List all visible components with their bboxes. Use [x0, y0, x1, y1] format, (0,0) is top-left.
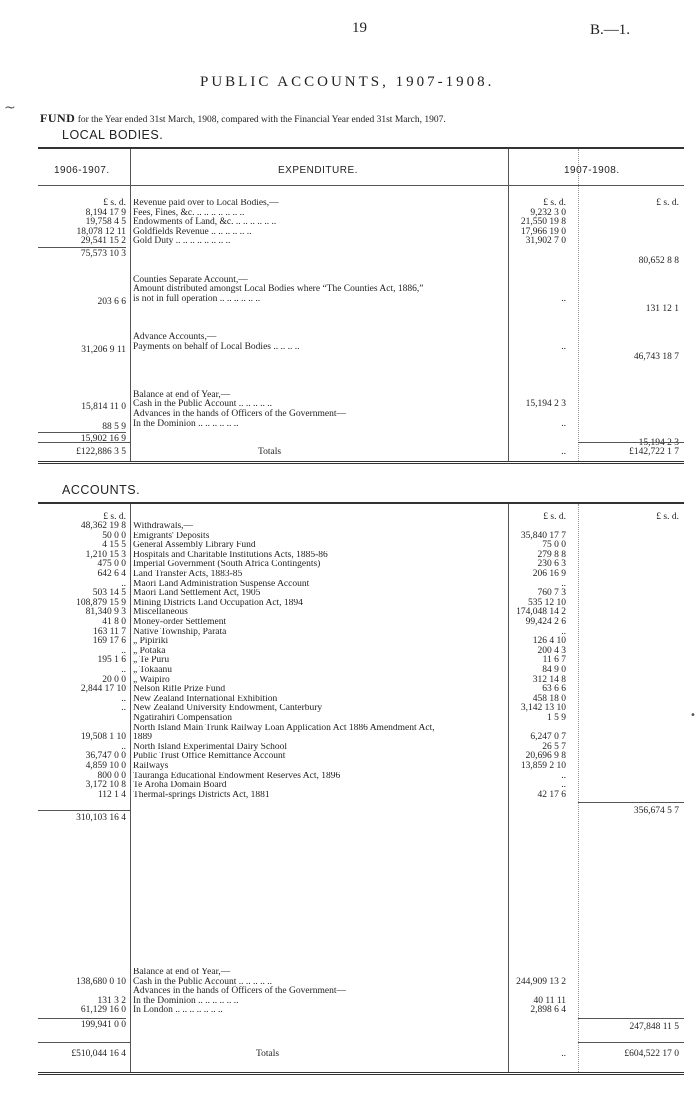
- cell: 31,902 7 0: [525, 236, 566, 247]
- line: Advance Accounts,—: [133, 332, 217, 343]
- accounts-balance-desc: [133, 968, 533, 1016]
- cell: [534, 372, 679, 382]
- cell: [38, 260, 126, 270]
- cell: [38, 384, 126, 394]
- line: [133, 314, 533, 324]
- cell-cur: 99,424 2 6: [525, 617, 566, 627]
- cell: 29,541 15 2: [80, 236, 126, 247]
- cell-prev: 163 11 7: [93, 626, 126, 637]
- cell-desc: Imperial Government (South Africa Contingents): [133, 560, 321, 570]
- cell-prev: 50 0 0: [102, 530, 126, 541]
- margin-mark: ~: [4, 100, 16, 116]
- cell-cur: ..: [561, 770, 566, 781]
- cell: [534, 228, 679, 238]
- page-number: 19: [352, 20, 367, 36]
- table-row: [38, 570, 684, 580]
- margin-dot: •: [690, 710, 696, 721]
- local-prev-column: [38, 199, 126, 445]
- cell-desc: „ Te Puru: [133, 656, 170, 666]
- table-row: [38, 772, 684, 782]
- cell: 203 6 6: [97, 296, 126, 307]
- cell-prev: ..: [121, 645, 126, 656]
- accounts-unit-cur: £ s. d.: [543, 512, 566, 522]
- cell: [38, 308, 126, 318]
- cell-cur: 20,696 9 8: [525, 751, 566, 762]
- line: Goldfields Revenue .. .. .. .. .. ..: [133, 226, 252, 237]
- cell: £ s. d.: [543, 198, 566, 208]
- line: In the Dominion .. .. .. .. .. ..: [133, 995, 239, 1006]
- line: In London .. .. .. .. .. .. ..: [133, 1005, 223, 1016]
- cell: 80,652 8 8: [638, 255, 679, 266]
- cell-desc: Miscellaneous: [133, 608, 188, 618]
- line: [133, 247, 533, 257]
- fund-description: for the Year ended 31st March, 1908, compared with the Financial Year ended 31st March, 1907.: [77, 115, 446, 125]
- cell-prev: 4,859 10 0: [85, 761, 126, 771]
- column-header-expenditure: EXPENDITURE.: [278, 165, 358, 176]
- cell: [534, 410, 679, 420]
- local-total-cur: ..: [561, 447, 566, 457]
- cell-cur: 230 6 3: [537, 559, 566, 570]
- table-row: [38, 522, 684, 532]
- cell: [534, 400, 679, 410]
- cell-desc: Thermal-springs Districts Act, 1881: [133, 790, 270, 800]
- cell: £ s. d.: [103, 198, 126, 208]
- line: In the Dominion .. .. .. .. .. ..: [133, 418, 239, 429]
- line: Balance at end of Year,—: [133, 389, 231, 400]
- cell-cur: 26 5 7: [542, 741, 566, 752]
- accounts-total-prev: £510,044 16 4: [71, 1049, 126, 1059]
- line: Gold Duty .. .. .. .. .. .. .. ..: [133, 236, 231, 247]
- table-row: [38, 666, 684, 676]
- table-row: [38, 541, 684, 551]
- cell: ..: [561, 341, 566, 352]
- cell-desc: Ngatirahiri Compensation: [133, 714, 232, 723]
- table-row: [38, 743, 684, 753]
- table-row: [38, 580, 684, 590]
- table-row: [38, 656, 684, 666]
- local-totals-label: Totals: [258, 447, 282, 457]
- cell: [534, 362, 679, 372]
- local-total-tot: £142,722 1 7: [629, 447, 679, 457]
- table-row: [38, 724, 684, 734]
- cell-cur: 13,859 2 10: [520, 761, 566, 771]
- table-row: [38, 637, 684, 647]
- cell-prev: 36,747 0 0: [85, 751, 126, 762]
- column-header-1906-1907: 1906-1907.: [54, 165, 110, 176]
- line: Amount distributed amongst Local Bodies where “The Counties Act, 1886,”: [133, 284, 424, 295]
- cell-prev: ..: [121, 665, 126, 675]
- cell-prev: 3,172 10 8: [85, 780, 126, 791]
- cell: [38, 375, 126, 385]
- cell-cur: 174,048 14 2: [516, 607, 566, 618]
- table-row: [38, 618, 684, 628]
- line: Payments on behalf of Local Bodies .. .. .. ..: [133, 341, 300, 352]
- cell-desc: Money-order Settlement: [133, 618, 227, 627]
- cell-cur: 206 16 9: [532, 569, 566, 579]
- line: Advances in the hands of Officers of the Government—: [133, 986, 346, 997]
- line: Counties Separate Account,—: [133, 274, 248, 285]
- cell-prev: ..: [121, 703, 126, 714]
- cell: ..: [561, 293, 566, 304]
- cell-prev: 20 0 0: [102, 674, 126, 685]
- table-row: [38, 647, 684, 657]
- cell-prev: 642 6 4: [97, 569, 126, 579]
- fund-subtitle: [40, 111, 446, 126]
- cell-prev: ..: [121, 693, 126, 704]
- cell-desc: „ Potaka: [133, 646, 166, 656]
- line: Balance at end of Year,—: [133, 968, 231, 977]
- cell: 2,898 6 4: [530, 1005, 566, 1016]
- cell: 17,966 19 0: [520, 226, 566, 237]
- cell: 244,909 13 2: [516, 976, 566, 987]
- accounts-unit-tot: £ s. d.: [656, 512, 679, 522]
- cell-cur: 63 6 6: [542, 684, 566, 695]
- cell-desc: Maori Land Settlement Act, 1905: [133, 589, 261, 599]
- cell: [534, 391, 679, 401]
- accounts-balance-cur: [480, 968, 566, 1016]
- table-row: [38, 589, 684, 599]
- line: Endowments of Land, &c. .. .. .. .. .. ..: [133, 217, 277, 228]
- cell-prev: ..: [121, 741, 126, 752]
- table-row: [38, 532, 684, 542]
- cell-prev: 503 14 5: [92, 588, 126, 599]
- line: Cash in the Public Account .. .. .. .. ..: [133, 399, 273, 410]
- local-desc-column: [133, 199, 533, 429]
- cell: 138,680 0 10: [76, 976, 126, 987]
- cell-desc: Withdrawals,—: [133, 522, 194, 531]
- cell-prev: 1,210 15 3: [85, 549, 126, 560]
- cell-desc: „ Pipiriki: [133, 637, 169, 647]
- cell-desc: North Island Main Trunk Railway Loan Application Act 1886 Amendment Act,: [133, 723, 435, 733]
- cell: 46,743 18 7: [633, 351, 679, 362]
- cell-desc: General Assembly Library Fund: [133, 541, 256, 551]
- cell-cur: 1 5 9: [547, 713, 566, 723]
- table-row: [38, 704, 684, 714]
- cell: [534, 266, 679, 276]
- cell-prev: 195 1 6: [97, 655, 126, 666]
- accounts-table: [38, 502, 684, 1075]
- cell-desc: Tauranga Educational Endowment Reserves Act, 1896: [133, 771, 341, 781]
- cell-prev: 169 17 6: [92, 636, 126, 647]
- cell: 18,078 12 11: [76, 226, 126, 237]
- accounts-unit-prev: £ s. d.: [103, 512, 126, 522]
- cell-prev: 81,340 9 3: [85, 607, 126, 618]
- line: Advances in the hands of Officers of the Government—: [133, 409, 346, 420]
- cell: 131 3 2: [97, 995, 126, 1006]
- accounts-subtotal-prev: 310,103 16 4: [76, 813, 126, 823]
- table-row: [38, 714, 684, 724]
- fund-word: FUND: [40, 111, 76, 125]
- cell: [534, 209, 679, 219]
- cell-prev: 48,362 19 8: [80, 521, 126, 531]
- cell-desc: Railways: [133, 762, 169, 771]
- cell-cur: 11 6 7: [542, 655, 566, 666]
- cell-desc: Nelson Rifle Prize Fund: [133, 685, 226, 695]
- cell: 15,902 16 9: [38, 432, 126, 445]
- line: [133, 305, 533, 315]
- cell: [38, 327, 126, 337]
- cell: 61,129 16 0: [80, 1005, 126, 1016]
- cell: [534, 324, 679, 334]
- line: Fees, Fines, &c. .. .. .. .. .. .. ..: [133, 207, 245, 218]
- cell-desc: Hospitals and Charitable Institutions Acts, 1885-86: [133, 550, 328, 560]
- page-reference: B.—1.: [590, 22, 631, 38]
- cell: 19,758 4 5: [85, 217, 126, 228]
- cell: [534, 285, 679, 295]
- cell-prev: 108,879 15 9: [76, 597, 126, 608]
- table-row: [38, 733, 684, 743]
- cell-desc: Emigrants' Deposits: [133, 531, 210, 541]
- cell: 75,573 10 3: [38, 247, 126, 260]
- cell-desc: 1889: [133, 733, 152, 743]
- cell-cur: ..: [561, 780, 566, 791]
- line: [133, 362, 533, 372]
- page-title: PUBLIC ACCOUNTS, 1907-1908.: [200, 74, 495, 90]
- cell: ..: [561, 418, 566, 429]
- accounts-total-cur: ..: [561, 1049, 566, 1059]
- cell-desc: Public Trust Office Remittance Account: [133, 752, 286, 762]
- cell: [534, 420, 679, 430]
- table-row: [38, 628, 684, 638]
- accounts-balance-prev: [38, 968, 126, 1031]
- cell: [534, 333, 679, 343]
- line: is not in full operation .. .. .. .. .. ..: [133, 293, 261, 304]
- cell: 15,814 11 0: [81, 402, 126, 413]
- cell-cur: 200 4 3: [537, 645, 566, 656]
- cell-cur: 760 7 3: [537, 588, 566, 599]
- cell-prev: 112 1 4: [97, 789, 126, 800]
- line: [133, 353, 533, 363]
- cell: [534, 237, 679, 247]
- cell-prev: 4 15 5: [102, 540, 126, 551]
- table-row: [38, 695, 684, 705]
- cell: [534, 381, 679, 391]
- cell-cur: 279 8 8: [537, 549, 566, 560]
- accounts-subtotal-tot: 356,674 5 7: [633, 806, 679, 816]
- cell-cur: 84 9 0: [542, 665, 566, 675]
- cell: 131 12 1: [645, 303, 679, 314]
- line: Cash in the Public Account .. .. .. .. ..: [133, 976, 273, 987]
- cell-desc: „ Tokaanu: [133, 666, 172, 675]
- line: [133, 257, 533, 267]
- local-tot-column: [534, 199, 679, 448]
- cell: 21,550 19 8: [520, 217, 566, 228]
- cell: [534, 276, 679, 286]
- section-heading-accounts: ACCOUNTS.: [62, 483, 141, 497]
- table-row: [38, 752, 684, 762]
- cell: [38, 365, 126, 375]
- cell-cur: 126 4 10: [532, 636, 566, 647]
- cell: 88 5 9: [102, 421, 126, 432]
- line: Revenue paid over to Local Bodies,—: [133, 199, 279, 208]
- section-heading-local-bodies: LOCAL BODIES.: [62, 128, 164, 142]
- line: [133, 372, 533, 382]
- cell-cur: 35,840 17 7: [520, 530, 566, 541]
- cell: [534, 218, 679, 228]
- column-header-1907-1908: 1907-1908.: [564, 165, 620, 176]
- accounts-balance-tot: 247,848 11 5: [629, 1022, 679, 1032]
- cell-prev: 800 0 0: [97, 770, 126, 781]
- cell: 40 11 11: [533, 995, 566, 1006]
- cell-prev: 41 8 0: [102, 617, 126, 627]
- accounts-total-tot: £604,522 17 0: [624, 1049, 679, 1059]
- cell-desc: New Zealand University Endowment, Canterbury: [133, 704, 323, 714]
- cell-cur: 535 12 10: [528, 597, 566, 608]
- cell-desc: New Zealand International Exhibition: [133, 694, 278, 704]
- table-row: [38, 676, 684, 686]
- cell: [38, 269, 126, 279]
- cell: £ s. d.: [656, 198, 679, 208]
- cell-prev: 19,508 1 10: [80, 732, 126, 743]
- cell: 9,232 3 0: [530, 207, 566, 218]
- cell-cur: 3,142 13 10: [520, 703, 566, 714]
- cell-desc: Te Aroha Domain Board: [133, 781, 227, 791]
- cell-prev: 475 0 0: [97, 559, 126, 570]
- cell-cur: 6,247 0 7: [530, 732, 566, 743]
- cell-desc: Land Transfer Acts, 1883-85: [133, 570, 243, 579]
- accounts-totals-label: Totals: [256, 1049, 280, 1059]
- cell-desc: „ Waipiro: [133, 675, 170, 685]
- table-row: [38, 685, 684, 695]
- table-row: [38, 599, 684, 609]
- cell: [38, 279, 126, 289]
- table-row: [38, 560, 684, 570]
- cell-cur: ..: [561, 626, 566, 637]
- local-total-prev: £122,886 3 5: [76, 447, 126, 457]
- cell: 31,206 9 11: [81, 344, 126, 355]
- cell-desc: North Island Experimental Dairy School: [133, 742, 288, 752]
- cell-desc: Mining Districts Land Occupation Act, 1894: [133, 598, 303, 608]
- cell: [534, 314, 679, 324]
- table-row: [38, 551, 684, 561]
- cell-cur: 42 17 6: [537, 789, 566, 800]
- cell: 8,194 17 9: [85, 207, 126, 218]
- cell-prev: ..: [121, 578, 126, 589]
- table-row: [38, 608, 684, 618]
- cell: 15,194 2 3: [525, 399, 566, 410]
- cell-cur: 458 18 0: [532, 693, 566, 704]
- cell-cur: 312 14 8: [532, 674, 566, 685]
- cell: [38, 356, 126, 366]
- table-row: [38, 781, 684, 791]
- cell-desc: Maori Land Administration Suspense Account: [133, 579, 310, 589]
- cell: 199,941 0 0: [38, 1018, 126, 1031]
- cell-cur: 75 0 0: [542, 540, 566, 551]
- cell: [38, 317, 126, 327]
- cell: 15,194 2 3: [638, 437, 679, 448]
- cell-prev: 2,844 17 10: [80, 684, 126, 695]
- cell-cur: ..: [561, 578, 566, 589]
- local-bodies-table: [38, 147, 684, 464]
- table-row: [38, 762, 684, 772]
- cell-desc: Native Township, Parata: [133, 627, 227, 637]
- table-row: [38, 791, 684, 801]
